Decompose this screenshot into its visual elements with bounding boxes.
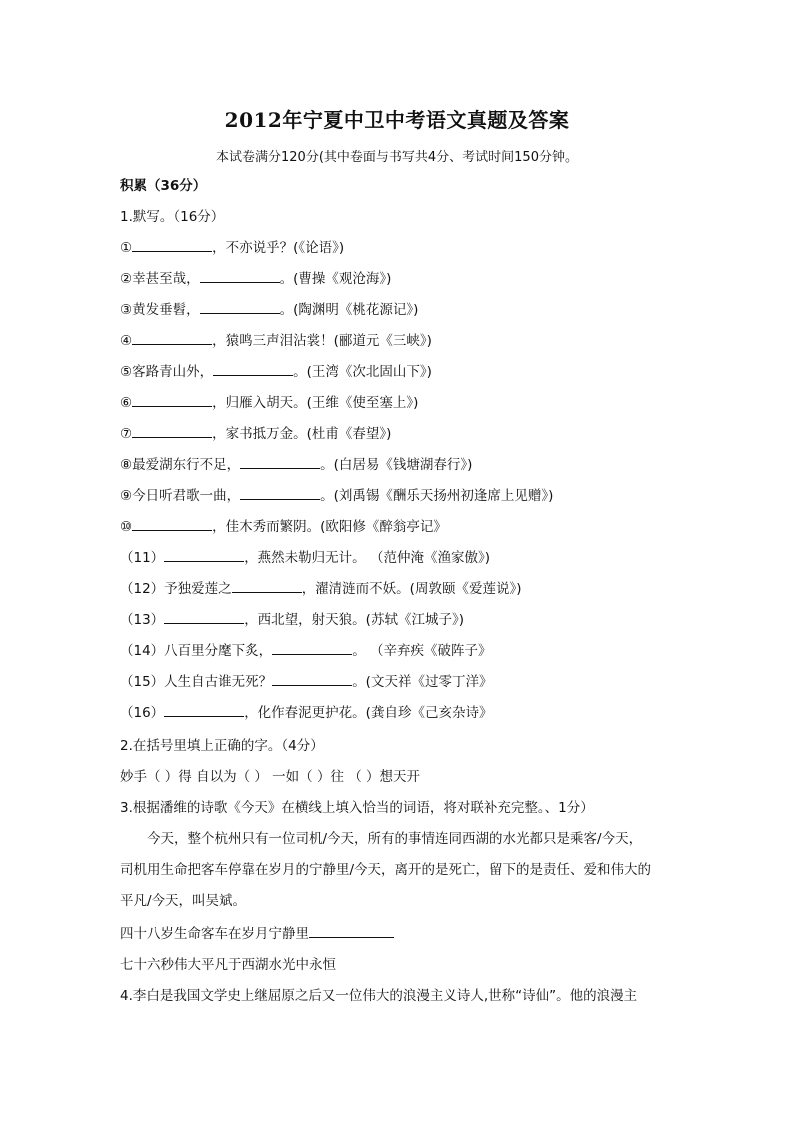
dictation-item-2: ②幸甚至哉， 。(曹操《观沧海》) [120,271,392,287]
answer-blank [164,704,244,717]
answer-blank [213,363,293,376]
dictation-item-12: （12）予独爱莲之 ，濯清涟而不妖。(周敦颐《爱莲说》) [120,581,522,597]
dictation-item-10: ⑩ ，佳木秀而繁阴。(欧阳修《醉翁亭记》 [120,519,447,535]
answer-blank [240,456,320,469]
dictation-item-8: ⑧最爱湖东行不足， 。(白居易《钱塘湖春行》) [120,457,473,473]
dictation-item-6: ⑥ ，归雁入胡天。(王维《使至塞上》) [120,395,419,411]
dictation-item-4: ④ ，猿鸣三声泪沾裳！(郦道元《三峡》) [120,333,432,349]
exam-info: 本试卷满分120分(其中卷面与书写共4分、考试时间150分钟。 [216,150,578,165]
dictation-item-13: （13） ，西北望，射天狼。(苏轼《江城子》) [120,612,464,628]
dictation-item-7: ⑦ ，家书抵万金。(杜甫《春望》) [120,426,392,442]
dictation-item-5: ⑤客路青山外， 。(王湾《次北固山下》) [120,364,432,380]
answer-blank [132,518,212,531]
couplet-line-1: 四十八岁生命客车在岁月宁静里 [120,925,394,943]
poem-paragraph-3: 平凡/今天，叫吴斌。 [120,893,247,909]
dictation-item-14: （14）八百里分麾下炙， 。 （辛弃疾《破阵子》 [120,643,492,659]
dictation-item-1: ① ，不亦说乎？(《论语》) [120,240,345,256]
dictation-item-15: （15）人生自古谁无死？ 。(文天祥《过零丁洋》 [120,674,493,690]
question-2-text: 妙手（ ）得 自以为（ ） 一如（ ）往 （ ）想天开 [120,769,421,785]
question-2-label: 2.在括号里填上正确的字。（4分） [120,738,324,754]
couplet-line-2: 七十六秒伟大平凡于西湖水光中永恒 [120,957,336,973]
question-1-label: 1.默写。（16分） [120,209,225,225]
answer-blank [132,425,212,438]
poem-paragraph-2: 司机用生命把客车停靠在岁月的宁静里/今天，离开的是死亡，留下的是责任、爱和伟大的 [120,862,652,878]
page-title: 2012年宁夏中卫中考语文真题及答案 [224,108,570,132]
answer-blank [164,611,244,624]
question-3-label: 3.根据潘维的诗歌《今天》在横线上填入恰当的词语，将对联补充完整。、1分） [120,800,594,816]
poem-paragraph-1: 今天，整个杭州只有一位司机/今天，所有的事情连同西湖的水光都只是乘客/今天， [147,831,643,847]
answer-blank [272,642,352,655]
answer-blank [232,580,302,593]
question-4-text: 4.李白是我国文学史上继屈原之后又一位伟大的浪漫主义诗人,世称“诗仙”。他的浪漫主 [120,988,638,1004]
dictation-item-3: ③黄发垂髫， 。(陶渊明《桃花源记》) [120,302,419,318]
answer-blank [200,270,280,283]
answer-blank [200,301,280,314]
dictation-item-9: ⑨今日听君歌一曲， 。(刘禹锡《酬乐天扬州初逢席上见赠》) [120,488,554,504]
dictation-item-16: （16） ，化作春泥更护花。(龚自珍《己亥杂诗》 [120,705,493,721]
answer-blank [240,487,320,500]
answer-blank [132,394,212,407]
answer-blank [164,549,244,562]
dictation-item-11: （11） ，燕然未勒归无计。 （范仲淹《渔家傲》) [120,550,490,566]
answer-blank [309,925,394,938]
answer-blank [272,673,352,686]
answer-blank [132,239,212,252]
answer-blank [132,332,212,345]
section-heading: 积累（36分） [120,178,207,194]
